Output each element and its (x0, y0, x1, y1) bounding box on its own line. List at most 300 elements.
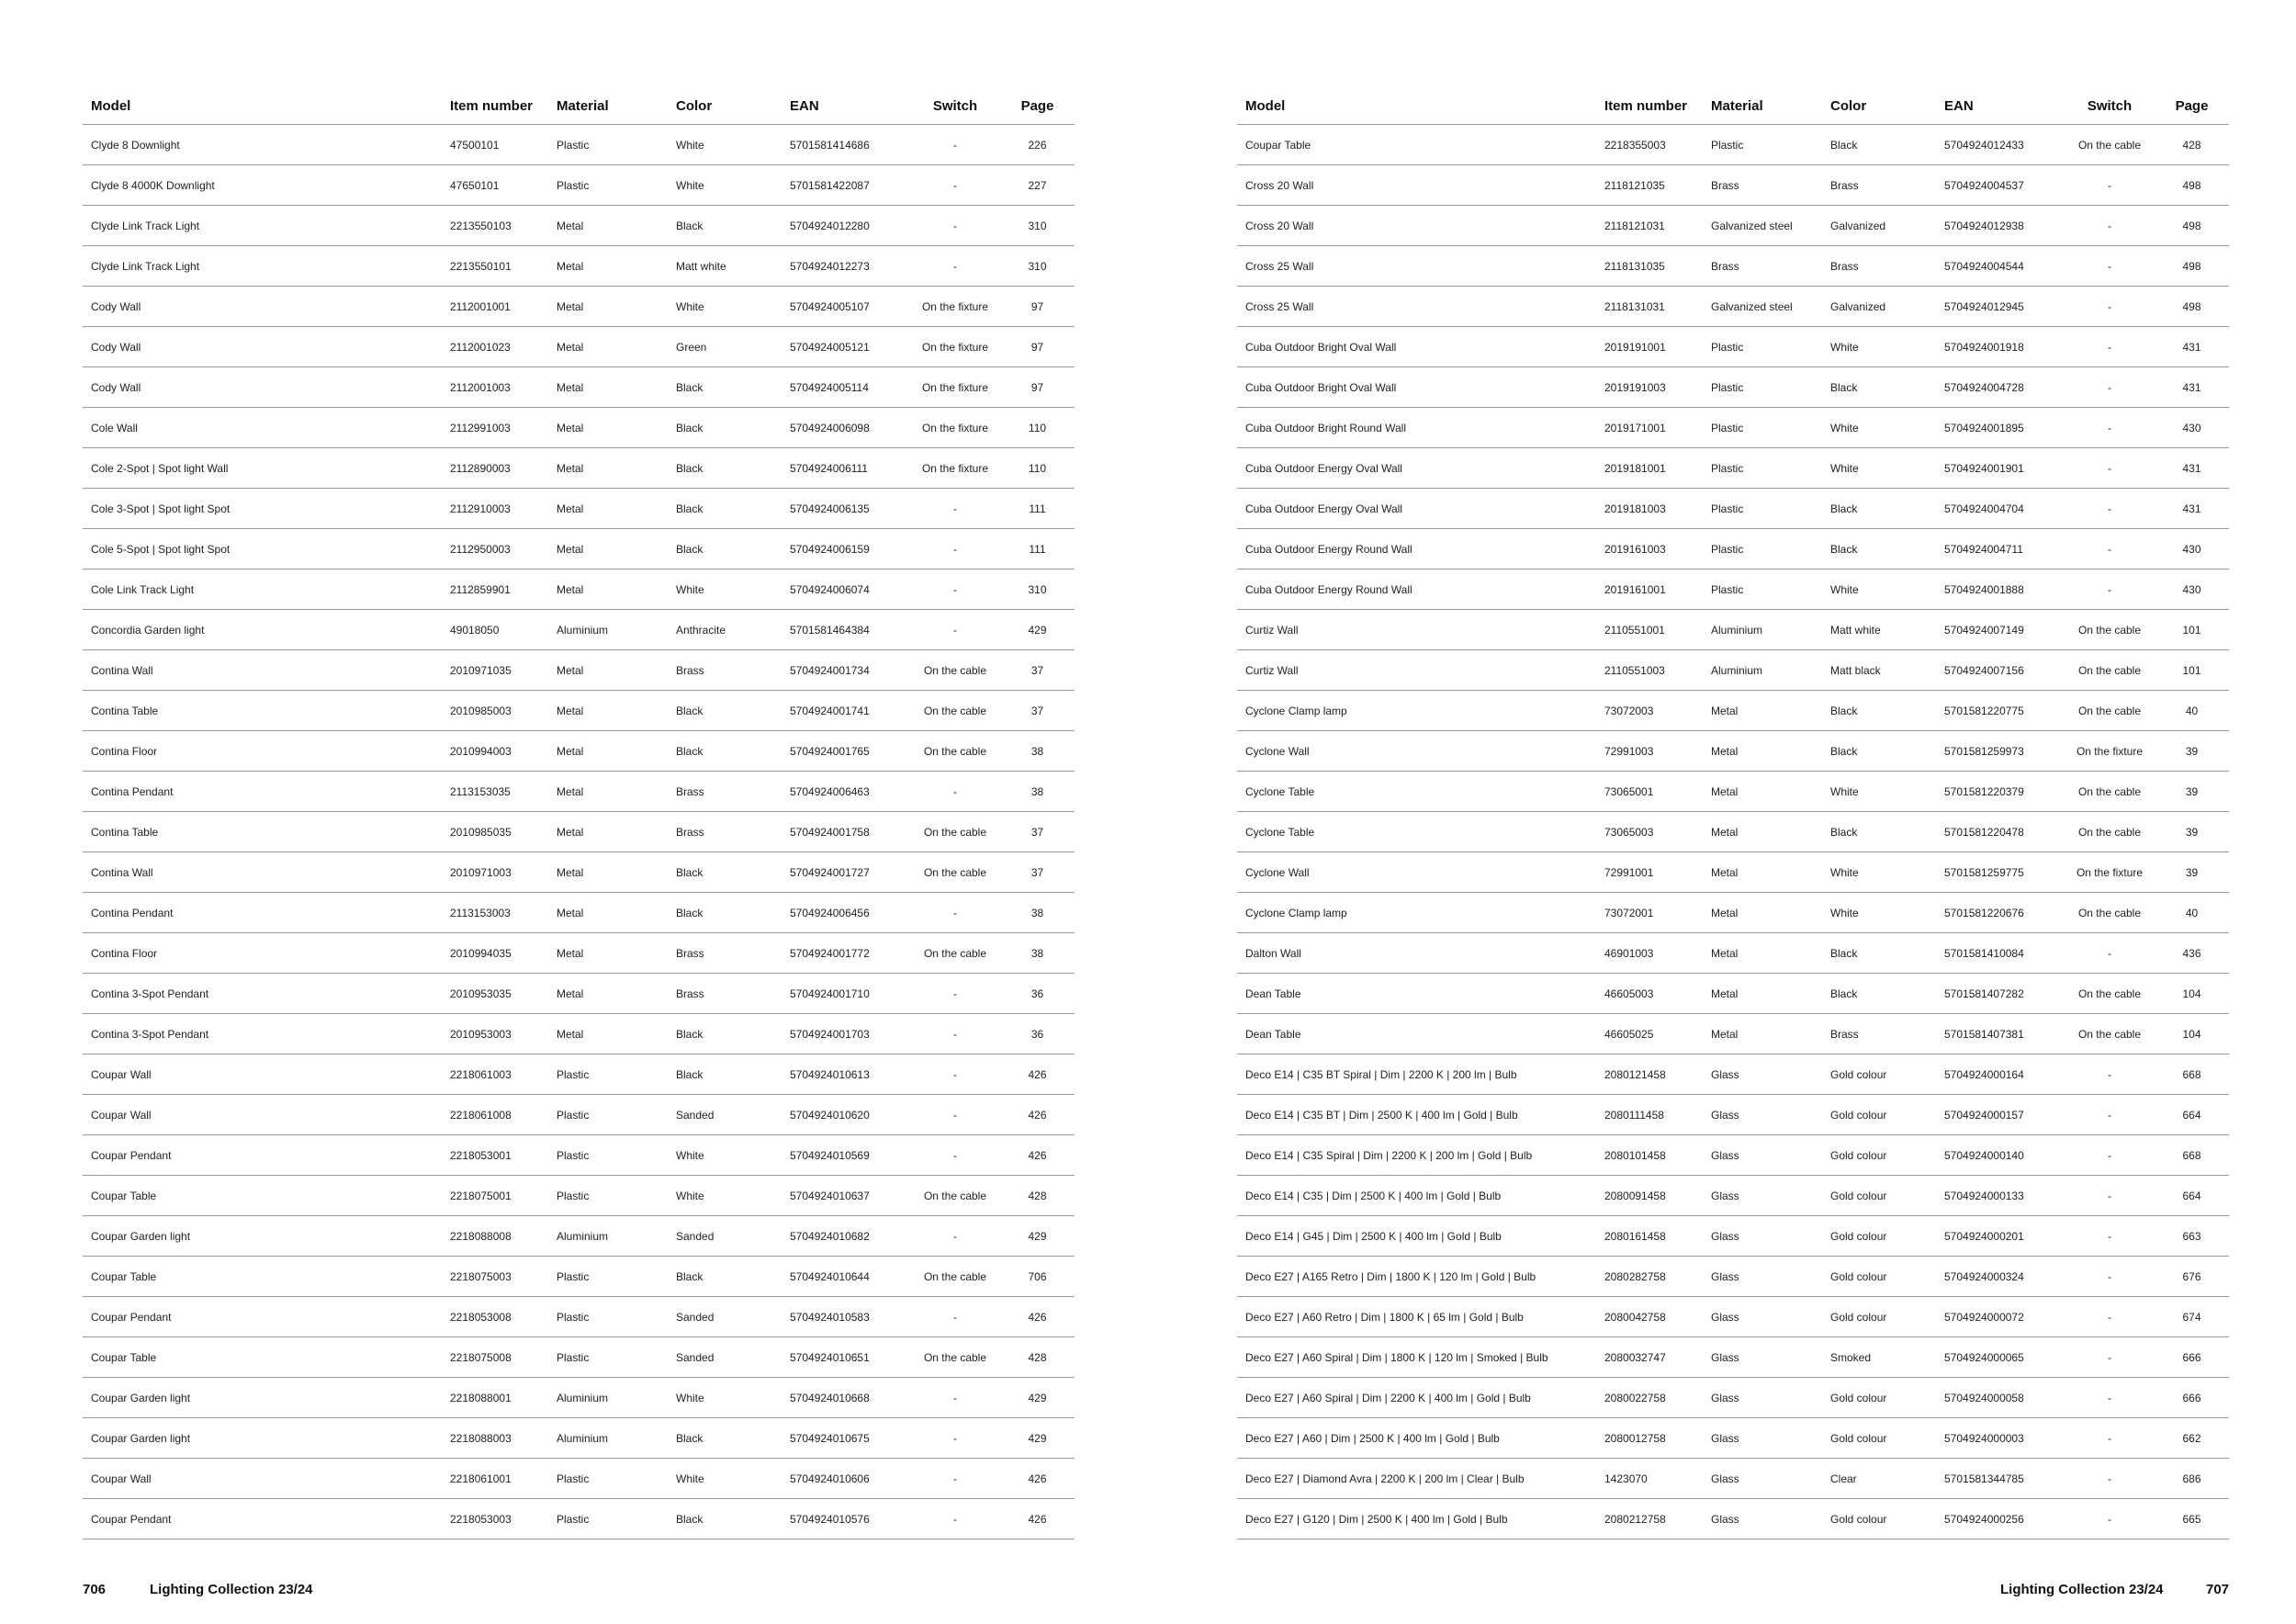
material-cell: Glass (1703, 1418, 1822, 1459)
page-ref-cell: 38 (1000, 731, 1075, 772)
table-row (83, 1054, 1075, 1095)
material-cell: Metal (548, 650, 668, 691)
page-ref-cell: 662 (2155, 1418, 2229, 1459)
material-cell: Metal (548, 206, 668, 246)
color-cell: Black (668, 206, 782, 246)
table-row (1237, 367, 2229, 408)
header-ean: EAN (782, 87, 910, 125)
table-row (83, 570, 1075, 610)
page-ref-cell: 226 (1000, 125, 1075, 165)
table-row (83, 125, 1075, 165)
model-cell: Coupar Table (83, 1337, 442, 1378)
header-color: Color (668, 87, 782, 125)
switch-cell: - (2065, 1054, 2155, 1095)
switch-cell: - (910, 206, 1000, 246)
material-cell: Plastic (548, 1337, 668, 1378)
page-ref-cell: 431 (2155, 367, 2229, 408)
ean-cell: 5704924000324 (1936, 1257, 2065, 1297)
ean-cell: 5704924012433 (1936, 125, 2065, 165)
ean-cell: 5704924006074 (782, 570, 910, 610)
ean-cell: 5704924010613 (782, 1054, 910, 1095)
model-cell: Contina Pendant (83, 772, 442, 812)
model-cell: Contina Wall (83, 852, 442, 893)
header-model: Model (1237, 87, 1596, 125)
page-ref-cell: 310 (1000, 246, 1075, 287)
item-number-cell: 2218061008 (442, 1095, 548, 1135)
item-number-cell: 47650101 (442, 165, 548, 206)
ean-cell: 5704924006463 (782, 772, 910, 812)
item-number-cell: 46605003 (1596, 974, 1703, 1014)
page-ref-cell: 36 (1000, 1014, 1075, 1054)
table-row (1237, 125, 2229, 165)
table-row (83, 1337, 1075, 1378)
item-number-cell: 2010953035 (442, 974, 548, 1014)
color-cell: White (1822, 448, 1936, 489)
table-row (1237, 1216, 2229, 1257)
page-ref-cell: 668 (2155, 1054, 2229, 1095)
item-number-cell: 2118121035 (1596, 165, 1703, 206)
item-number-cell: 2112001003 (442, 367, 548, 408)
color-cell: Brass (668, 772, 782, 812)
model-cell: Cody Wall (83, 287, 442, 327)
table-row (83, 408, 1075, 448)
header-switch: Switch (910, 87, 1000, 125)
model-cell: Contina 3-Spot Pendant (83, 1014, 442, 1054)
ean-cell: 5704924010583 (782, 1297, 910, 1337)
ean-cell: 5704924004704 (1936, 489, 2065, 529)
color-cell: White (668, 1135, 782, 1176)
page-number-right: 707 (2206, 1582, 2230, 1597)
model-cell: Coupar Wall (83, 1095, 442, 1135)
page-ref-cell: 40 (2155, 893, 2229, 933)
material-cell: Metal (1703, 1014, 1822, 1054)
model-cell: Coupar Table (1237, 125, 1596, 165)
model-cell: Cyclone Table (1237, 772, 1596, 812)
color-cell: Black (1822, 933, 1936, 974)
ean-cell: 5704924010620 (782, 1095, 910, 1135)
table-row (1237, 1176, 2229, 1216)
ean-cell: 5704924006111 (782, 448, 910, 489)
table-row (83, 893, 1075, 933)
item-number-cell: 2218053003 (442, 1499, 548, 1539)
item-number-cell: 2080161458 (1596, 1216, 1703, 1257)
item-number-cell: 2080282758 (1596, 1257, 1703, 1297)
table-row (83, 1014, 1075, 1054)
model-cell: Cyclone Wall (1237, 731, 1596, 772)
page-ref-cell: 436 (2155, 933, 2229, 974)
table-row (83, 1176, 1075, 1216)
ean-cell: 5704924010637 (782, 1176, 910, 1216)
table-row (83, 1257, 1075, 1297)
ean-cell: 5704924004537 (1936, 165, 2065, 206)
switch-cell: - (910, 893, 1000, 933)
switch-cell: On the fixture (2065, 852, 2155, 893)
page-ref-cell: 431 (2155, 448, 2229, 489)
page-ref-cell: 97 (1000, 327, 1075, 367)
item-number-cell: 2080091458 (1596, 1176, 1703, 1216)
switch-cell: On the fixture (910, 367, 1000, 408)
ean-cell: 5704924001901 (1936, 448, 2065, 489)
table-row (1237, 1257, 2229, 1297)
table-row (83, 327, 1075, 367)
ean-cell: 5701581220676 (1936, 893, 2065, 933)
color-cell: White (668, 570, 782, 610)
switch-cell: On the cable (2065, 610, 2155, 650)
table-row (1237, 1337, 2229, 1378)
material-cell: Metal (1703, 893, 1822, 933)
switch-cell: On the cable (910, 731, 1000, 772)
switch-cell: - (910, 1378, 1000, 1418)
switch-cell: - (2065, 933, 2155, 974)
model-cell: Coupar Pendant (83, 1135, 442, 1176)
model-cell: Curtiz Wall (1237, 650, 1596, 691)
material-cell: Metal (548, 974, 668, 1014)
color-cell: White (1822, 772, 1936, 812)
ean-cell: 5704924000133 (1936, 1176, 2065, 1216)
material-cell: Metal (1703, 933, 1822, 974)
item-number-cell: 2118121031 (1596, 206, 1703, 246)
color-cell: Black (668, 1054, 782, 1095)
model-cell: Cross 25 Wall (1237, 287, 1596, 327)
page-ref-cell: 110 (1000, 408, 1075, 448)
color-cell: Sanded (668, 1297, 782, 1337)
ean-cell: 5704924004728 (1936, 367, 2065, 408)
ean-cell: 5701581259973 (1936, 731, 2065, 772)
page-ref-cell: 111 (1000, 529, 1075, 570)
ean-cell: 5704924010576 (782, 1499, 910, 1539)
model-cell: Cole Link Track Light (83, 570, 442, 610)
model-cell: Cuba Outdoor Energy Oval Wall (1237, 448, 1596, 489)
left-table-body (83, 125, 1075, 1539)
item-number-cell: 2112001001 (442, 287, 548, 327)
switch-cell: On the cable (2065, 125, 2155, 165)
color-cell: White (1822, 570, 1936, 610)
model-cell: Contina Table (83, 691, 442, 731)
model-cell: Coupar Garden light (83, 1418, 442, 1459)
model-cell: Cross 20 Wall (1237, 206, 1596, 246)
switch-cell: On the fixture (910, 327, 1000, 367)
model-cell: Contina 3-Spot Pendant (83, 974, 442, 1014)
header-ean: EAN (1936, 87, 2065, 125)
switch-cell: On the cable (910, 1176, 1000, 1216)
model-cell: Contina Floor (83, 731, 442, 772)
item-number-cell: 2218075003 (442, 1257, 548, 1297)
item-number-cell: 2118131031 (1596, 287, 1703, 327)
switch-cell: - (910, 1216, 1000, 1257)
material-cell: Plastic (548, 1095, 668, 1135)
page-ref-cell: 97 (1000, 287, 1075, 327)
material-cell: Metal (1703, 691, 1822, 731)
ean-cell: 5701581259775 (1936, 852, 2065, 893)
model-cell: Cole Wall (83, 408, 442, 448)
page-ref-cell: 39 (2155, 731, 2229, 772)
item-number-cell: 2112890003 (442, 448, 548, 489)
table-row (1237, 1499, 2229, 1539)
page-ref-cell: 430 (2155, 570, 2229, 610)
color-cell: Brass (668, 812, 782, 852)
ean-cell: 5704924001888 (1936, 570, 2065, 610)
color-cell: Black (1822, 974, 1936, 1014)
table-row (1237, 772, 2229, 812)
item-number-cell: 73072003 (1596, 691, 1703, 731)
color-cell: Black (1822, 691, 1936, 731)
page-ref-cell: 429 (1000, 610, 1075, 650)
model-cell: Contina Floor (83, 933, 442, 974)
switch-cell: - (910, 529, 1000, 570)
item-number-cell: 2010953003 (442, 1014, 548, 1054)
ean-cell: 5704924010569 (782, 1135, 910, 1176)
switch-cell: - (910, 610, 1000, 650)
color-cell: Matt white (1822, 610, 1936, 650)
color-cell: White (668, 1378, 782, 1418)
item-number-cell: 2080012758 (1596, 1418, 1703, 1459)
material-cell: Metal (548, 731, 668, 772)
model-cell: Cuba Outdoor Bright Round Wall (1237, 408, 1596, 448)
ean-cell: 5701581414686 (782, 125, 910, 165)
ean-cell: 5704924006135 (782, 489, 910, 529)
page-ref-cell: 665 (2155, 1499, 2229, 1539)
item-number-cell: 2019191003 (1596, 367, 1703, 408)
switch-cell: On the cable (910, 1257, 1000, 1297)
color-cell: White (668, 165, 782, 206)
switch-cell: On the cable (910, 933, 1000, 974)
model-cell: Dean Table (1237, 974, 1596, 1014)
table-header-row (1237, 87, 2229, 125)
switch-cell: On the cable (2065, 650, 2155, 691)
item-number-cell: 2218061001 (442, 1459, 548, 1499)
item-number-cell: 2010994035 (442, 933, 548, 974)
model-cell: Cuba Outdoor Energy Round Wall (1237, 529, 1596, 570)
item-number-cell: 2080212758 (1596, 1499, 1703, 1539)
material-cell: Plastic (548, 165, 668, 206)
item-number-cell: 73065001 (1596, 772, 1703, 812)
ean-cell: 5704924000201 (1936, 1216, 2065, 1257)
material-cell: Metal (548, 489, 668, 529)
color-cell: Black (1822, 367, 1936, 408)
switch-cell: On the fixture (910, 408, 1000, 448)
model-cell: Cyclone Clamp lamp (1237, 893, 1596, 933)
item-number-cell: 2218088001 (442, 1378, 548, 1418)
color-cell: Smoked (1822, 1337, 1936, 1378)
material-cell: Metal (548, 287, 668, 327)
item-number-cell: 2080111458 (1596, 1095, 1703, 1135)
material-cell: Metal (548, 246, 668, 287)
material-cell: Plastic (1703, 125, 1822, 165)
page-ref-cell: 104 (2155, 1014, 2229, 1054)
page-ref-cell: 37 (1000, 852, 1075, 893)
ean-cell: 5701581220379 (1936, 772, 2065, 812)
page-ref-cell: 36 (1000, 974, 1075, 1014)
model-cell: Contina Wall (83, 650, 442, 691)
color-cell: White (1822, 408, 1936, 448)
table-row (1237, 1095, 2229, 1135)
page-ref-cell: 38 (1000, 772, 1075, 812)
table-row (83, 165, 1075, 206)
color-cell: Black (668, 1418, 782, 1459)
color-cell: Brass (1822, 1014, 1936, 1054)
switch-cell: - (910, 489, 1000, 529)
ean-cell: 5704924004711 (1936, 529, 2065, 570)
table-row (1237, 489, 2229, 529)
page-ref-cell: 663 (2155, 1216, 2229, 1257)
model-cell: Deco E14 | G45 | Dim | 2500 K | 400 lm | Gold | Bulb (1237, 1216, 1596, 1257)
page-ref-cell: 498 (2155, 287, 2229, 327)
page-ref-cell: 426 (1000, 1054, 1075, 1095)
switch-cell: - (910, 1054, 1000, 1095)
model-cell: Cuba Outdoor Bright Oval Wall (1237, 367, 1596, 408)
header-color: Color (1822, 87, 1936, 125)
ean-cell: 5704924010675 (782, 1418, 910, 1459)
ean-cell: 5704924004544 (1936, 246, 2065, 287)
header-page: Page (2155, 87, 2229, 125)
item-number-cell: 2010971035 (442, 650, 548, 691)
page-ref-cell: 227 (1000, 165, 1075, 206)
color-cell: White (668, 1459, 782, 1499)
switch-cell: On the cable (2065, 974, 2155, 1014)
material-cell: Aluminium (1703, 610, 1822, 650)
table-row (1237, 1054, 2229, 1095)
ean-cell: 5704924000157 (1936, 1095, 2065, 1135)
model-cell: Cole 3-Spot | Spot light Spot (83, 489, 442, 529)
model-cell: Dalton Wall (1237, 933, 1596, 974)
color-cell: Clear (1822, 1459, 1936, 1499)
header-material: Material (1703, 87, 1822, 125)
material-cell: Metal (548, 529, 668, 570)
ean-cell: 5701581410084 (1936, 933, 2065, 974)
page-ref-cell: 40 (2155, 691, 2229, 731)
ean-cell: 5704924012280 (782, 206, 910, 246)
color-cell: Gold colour (1822, 1216, 1936, 1257)
table-row (83, 731, 1075, 772)
item-number-cell: 2218053008 (442, 1297, 548, 1337)
table-row (83, 1297, 1075, 1337)
page-ref-cell: 426 (1000, 1297, 1075, 1337)
model-cell: Deco E27 | G120 | Dim | 2500 K | 400 lm | Gold | Bulb (1237, 1499, 1596, 1539)
table-row (83, 933, 1075, 974)
color-cell: Galvanized (1822, 206, 1936, 246)
color-cell: White (668, 125, 782, 165)
material-cell: Plastic (1703, 408, 1822, 448)
item-number-cell: 2110551003 (1596, 650, 1703, 691)
page-ref-cell: 430 (2155, 529, 2229, 570)
table-row (83, 1135, 1075, 1176)
item-number-cell: 2010971003 (442, 852, 548, 893)
color-cell: White (1822, 852, 1936, 893)
material-cell: Plastic (548, 1499, 668, 1539)
ean-cell: 5704924012273 (782, 246, 910, 287)
switch-cell: - (2065, 1297, 2155, 1337)
page-ref-cell: 111 (1000, 489, 1075, 529)
ean-cell: 5704924000072 (1936, 1297, 2065, 1337)
table-row (83, 1418, 1075, 1459)
color-cell: Gold colour (1822, 1418, 1936, 1459)
model-cell: Coupar Table (83, 1257, 442, 1297)
model-cell: Cody Wall (83, 327, 442, 367)
item-number-cell: 2113153035 (442, 772, 548, 812)
ean-cell: 5704924000256 (1936, 1499, 2065, 1539)
model-cell: Coupar Pendant (83, 1499, 442, 1539)
item-number-cell: 2019161001 (1596, 570, 1703, 610)
table-row (83, 1095, 1075, 1135)
page-ref-cell: 97 (1000, 367, 1075, 408)
color-cell: Black (668, 1499, 782, 1539)
material-cell: Glass (1703, 1135, 1822, 1176)
ean-cell: 5704924001703 (782, 1014, 910, 1054)
model-cell: Coupar Wall (83, 1459, 442, 1499)
color-cell: Black (668, 893, 782, 933)
switch-cell: - (2065, 1257, 2155, 1297)
model-cell: Clyde 8 Downlight (83, 125, 442, 165)
table-row (83, 1378, 1075, 1418)
item-number-cell: 2010994003 (442, 731, 548, 772)
color-cell: Black (668, 367, 782, 408)
page-ref-cell: 38 (1000, 933, 1075, 974)
page-ref-cell: 39 (2155, 812, 2229, 852)
model-cell: Cyclone Wall (1237, 852, 1596, 893)
model-cell: Deco E27 | A60 Retro | Dim | 1800 K | 65 lm | Gold | Bulb (1237, 1297, 1596, 1337)
ean-cell: 5704924010644 (782, 1257, 910, 1297)
page-ref-cell: 430 (2155, 408, 2229, 448)
item-number-cell: 2218075001 (442, 1176, 548, 1216)
color-cell: Brass (1822, 165, 1936, 206)
model-cell: Cyclone Table (1237, 812, 1596, 852)
table-row (1237, 206, 2229, 246)
item-number-cell: 2112910003 (442, 489, 548, 529)
table-row (83, 1216, 1075, 1257)
switch-cell: - (2065, 206, 2155, 246)
page-ref-cell: 706 (1000, 1257, 1075, 1297)
item-number-cell: 2112001023 (442, 327, 548, 367)
material-cell: Metal (548, 933, 668, 974)
item-number-cell: 2010985003 (442, 691, 548, 731)
material-cell: Metal (548, 893, 668, 933)
table-row (83, 246, 1075, 287)
table-row (1237, 691, 2229, 731)
model-cell: Deco E27 | Diamond Avra | 2200 K | 200 lm | Clear | Bulb (1237, 1459, 1596, 1499)
item-number-cell: 2113153003 (442, 893, 548, 933)
ean-cell: 5701581422087 (782, 165, 910, 206)
collection-title-left: Lighting Collection 23/24 (150, 1582, 313, 1597)
table-row (83, 1499, 1075, 1539)
page-ref-cell: 37 (1000, 812, 1075, 852)
table-row (1237, 529, 2229, 570)
item-number-cell: 2218355003 (1596, 125, 1703, 165)
switch-cell: - (2065, 1216, 2155, 1257)
ean-cell: 5704924000065 (1936, 1337, 2065, 1378)
color-cell: Gold colour (1822, 1135, 1936, 1176)
switch-cell: - (2065, 1499, 2155, 1539)
model-cell: Contina Table (83, 812, 442, 852)
right-product-table (1237, 87, 2229, 1539)
page-ref-cell: 674 (2155, 1297, 2229, 1337)
material-cell: Metal (548, 448, 668, 489)
color-cell: Anthracite (668, 610, 782, 650)
model-cell: Coupar Garden light (83, 1378, 442, 1418)
color-cell: Matt black (1822, 650, 1936, 691)
table-header-row (83, 87, 1075, 125)
material-cell: Metal (1703, 974, 1822, 1014)
page-ref-cell: 668 (2155, 1135, 2229, 1176)
material-cell: Glass (1703, 1257, 1822, 1297)
color-cell: Black (668, 691, 782, 731)
table-row (1237, 1459, 2229, 1499)
item-number-cell: 2019161003 (1596, 529, 1703, 570)
color-cell: Gold colour (1822, 1297, 1936, 1337)
table-row (83, 206, 1075, 246)
ean-cell: 5704924001918 (1936, 327, 2065, 367)
switch-cell: - (910, 570, 1000, 610)
ean-cell: 5704924000003 (1936, 1418, 2065, 1459)
